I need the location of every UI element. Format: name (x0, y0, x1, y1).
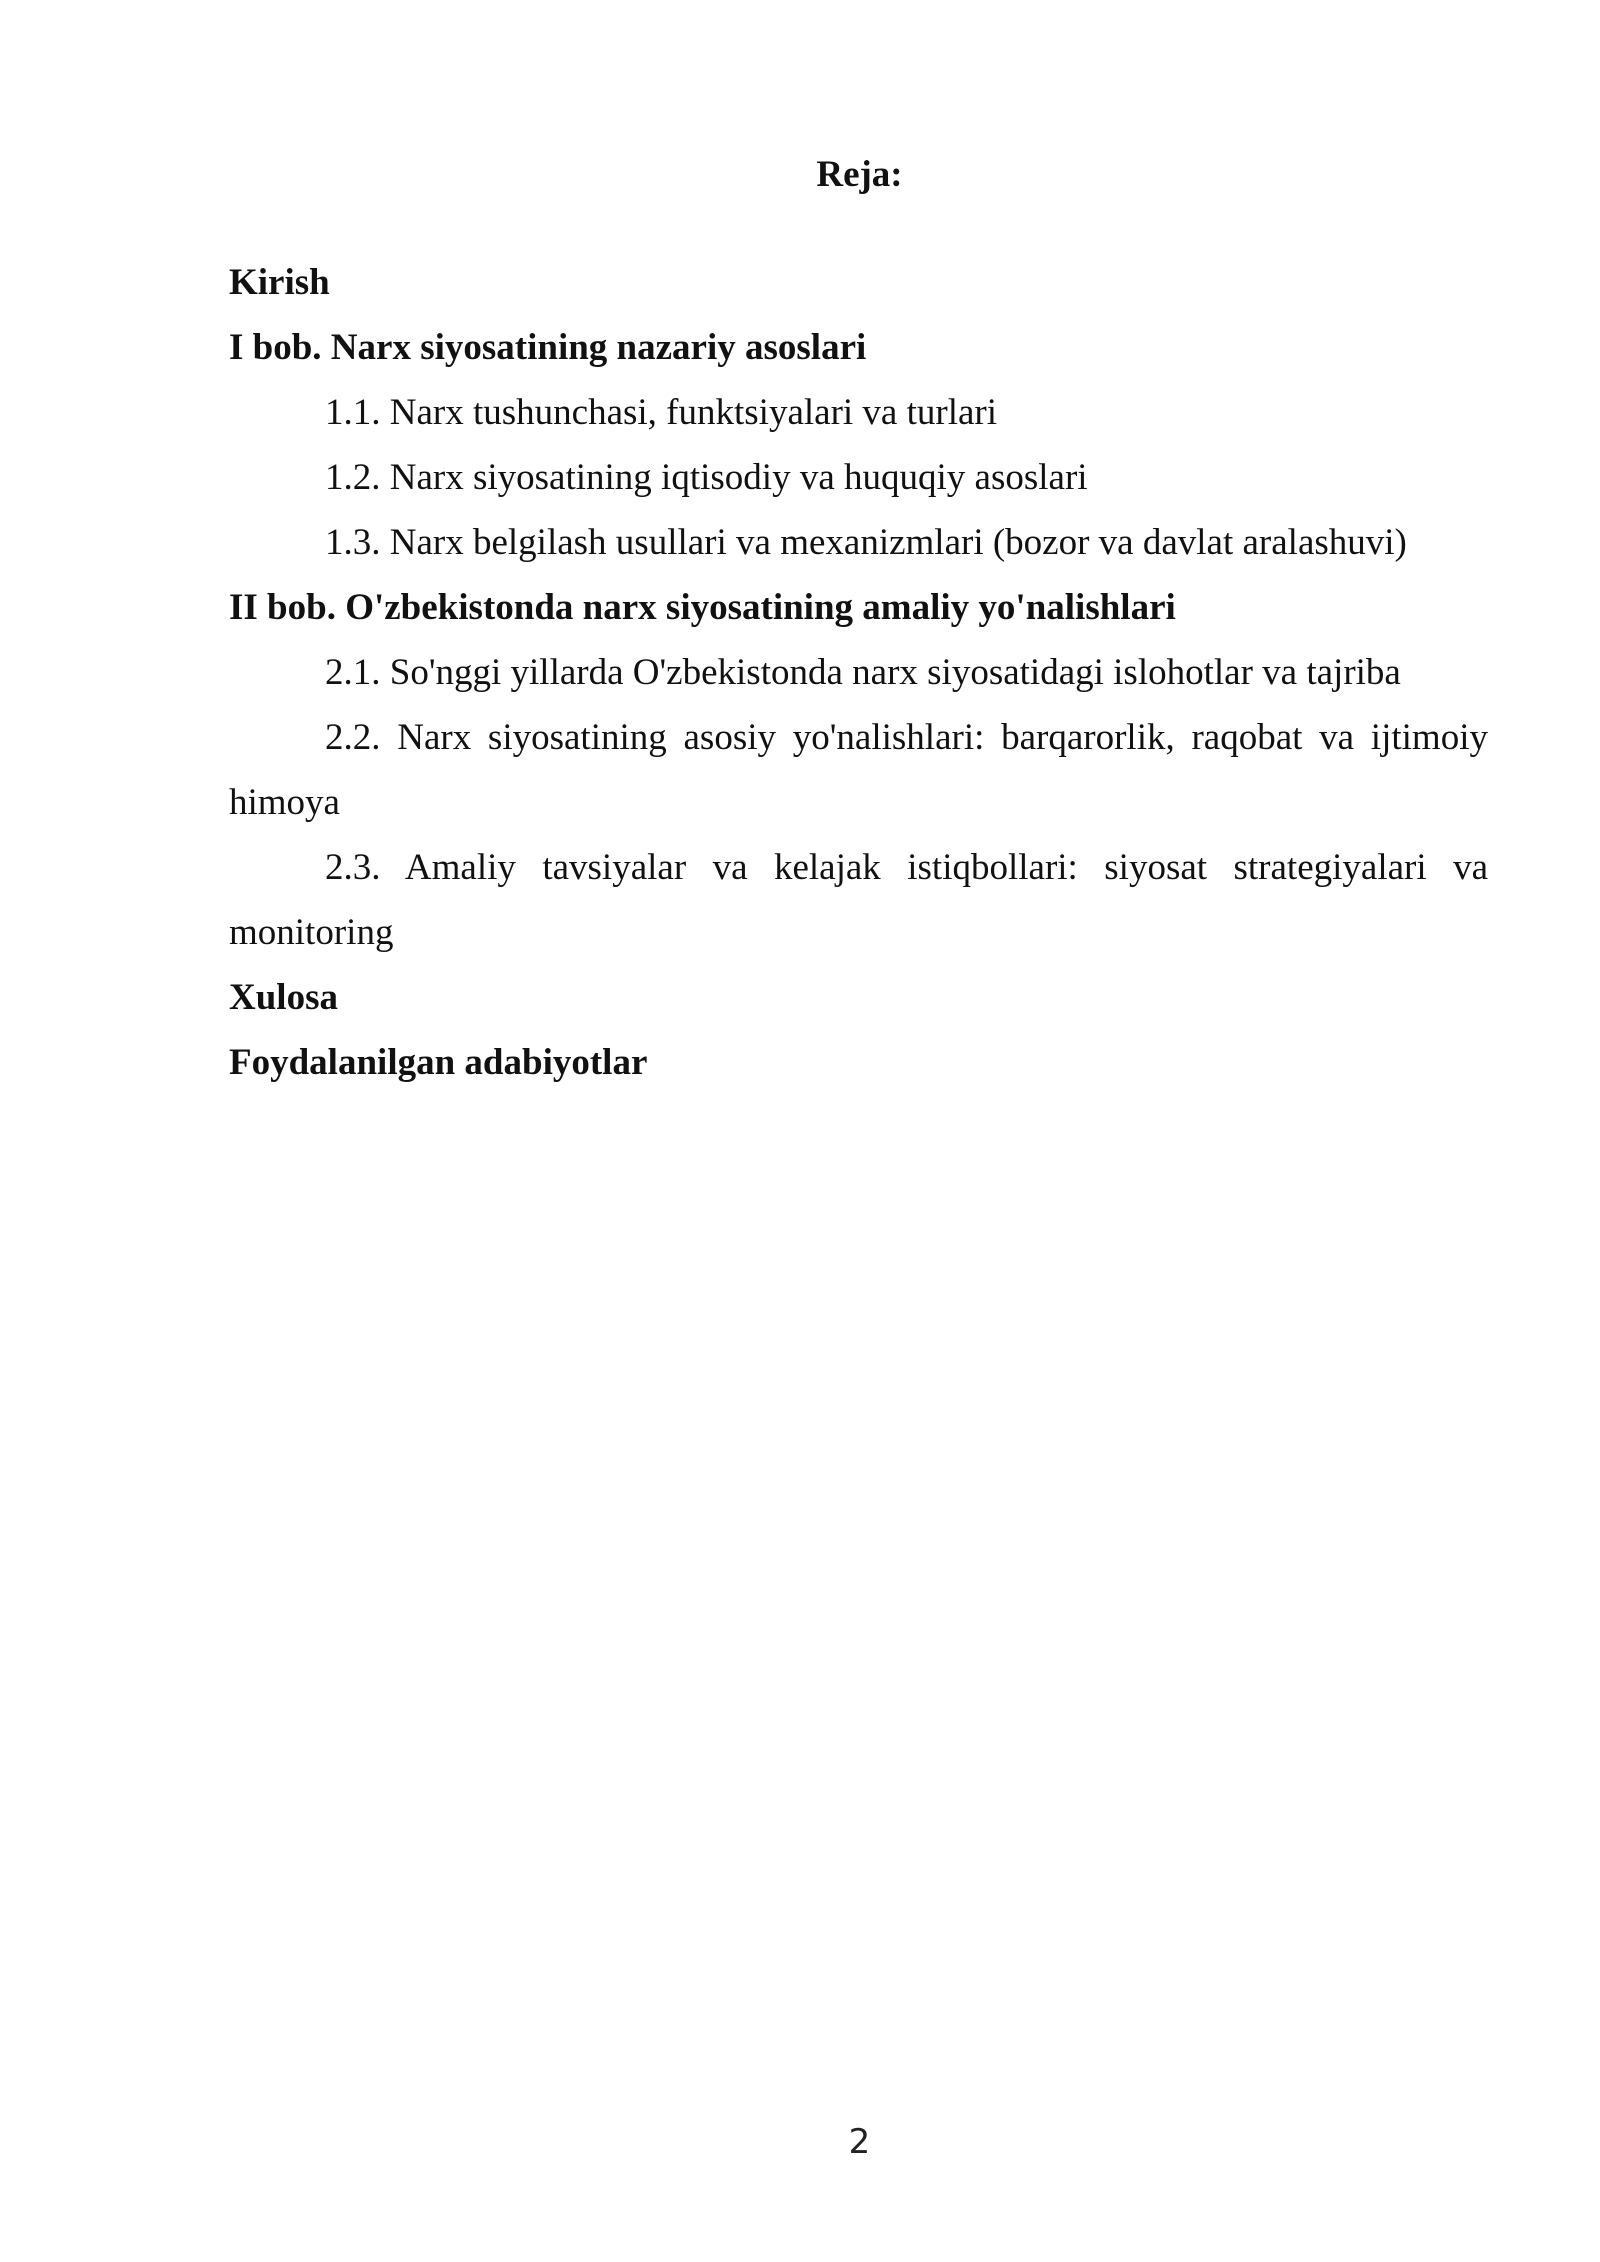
plan-section-1-2: 1.2. Narx siyosatining iqtisodiy va huquqiy asoslari (325, 457, 1088, 498)
plan-chapter-1: I bob. Narx siyosatining nazariy asoslari (229, 327, 867, 368)
plan-chapter-2: II bob. O'zbekistonda narx siyosatining amaliy yo'nalishlari (229, 587, 1176, 628)
plan-section-2-1: 2.1. So'nggi yillarda O'zbekistonda narx siyosatidagi islohotlar va tajriba (325, 652, 1401, 693)
page-title: Reja: (816, 154, 903, 195)
plan-section-1-1: 1.1. Narx tushunchasi, funktsiyalari va turlari (325, 392, 997, 433)
page-number: 2 (848, 2122, 871, 2162)
plan-item-introduction: Kirish (229, 262, 330, 303)
plan-section-2-3: 2.3. Amaliy tavsiyalar va kelajak istiqbollari: siyosat strategiyalari va monitoring (229, 847, 1488, 953)
plan-list (229, 250, 1488, 1095)
plan-item-conclusion: Xulosa (229, 977, 338, 1018)
plan-section-1-3: 1.3. Narx belgilash usullari va mexanizmlari (bozor va davlat aralashuvi) (325, 522, 1407, 563)
plan-section-2-2: 2.2. Narx siyosatining asosiy yo'nalishlari: barqarorlik, raqobat va ijtimoiy himoya (229, 717, 1488, 823)
plan-item-references: Foydalanilgan adabiyotlar (229, 1042, 648, 1083)
